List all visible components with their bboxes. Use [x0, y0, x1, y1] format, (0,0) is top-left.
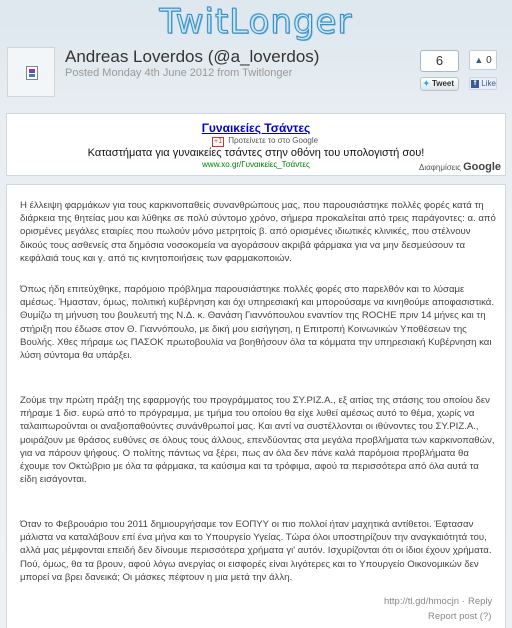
ads-by-google[interactable] [419, 161, 501, 173]
facebook-like-button[interactable] [469, 77, 497, 90]
facebook-like-count [469, 50, 497, 70]
post-body [6, 184, 506, 628]
tweet-button-label: Tweet [431, 79, 455, 88]
tweet-count: 6 [420, 50, 459, 72]
avatar-image-icon [26, 66, 38, 80]
site-logo[interactable]: TwitLonger [159, 2, 353, 42]
facebook-like-count-value: 0 [486, 55, 492, 66]
post-paragraph: Όταν το Φεβρουάριο του 2011 δημιουργήσαμε τον ΕΟΠΥΥ οι πιο πολλοί ήταν μαχητικά αντίθετοι. Έφτασαν μάλιστα να καταλάβουν επί ένα μήνα και το Υπουργείο Υγείας. Τώρα όλοι υποστηρίζουν την αναγκαιότητά του, αλλά μας μέμφονται επειδή δεν δίνουμε περισσότερα χρήματα γι' αυτόν. Ισχυρίζονται ότι οι ίδιοι έχουν χρήματα. Πού, όμως, θα τα βρουν, αφού λόγω ανεργίας οι εισφορές είναι λιγότερες και το Υπουργείο Οικονομικών δεν μπορεί να βρει δανεικά; Οι μάσκες πέφτουν η μια μετά την άλλη. [20, 519, 492, 583]
link-separator: · [461, 596, 465, 607]
facebook-icon: f [471, 80, 479, 88]
ad-gplus-text: Προτείνετε το στο Google [228, 136, 319, 145]
ad-gplus-recommend[interactable] [212, 136, 318, 147]
facebook-like-label: Like [481, 79, 496, 88]
ads-by-label: Διαφημίσεις [418, 163, 461, 172]
tweet-button[interactable] [420, 77, 459, 91]
reply-link[interactable]: Reply [468, 596, 493, 607]
short-link-url[interactable]: http://tl.gd/hmocjn [384, 596, 459, 607]
short-link[interactable] [384, 596, 465, 607]
thumbs-up-icon: ▲ [474, 55, 484, 65]
report-post-link[interactable]: Report post (?) [428, 611, 492, 622]
google-plus-icon: +1 [214, 138, 222, 145]
author-name[interactable]: Andreas Loverdos (@a_loverdos) [65, 47, 320, 66]
post-paragraph: Όπως ήδη επιτεύχθηκε, παρόμοιο πρόβλημα παρουσιάστηκε πολλές φορές στο παρελθόν και το λύσαμε αμέσως. Ήμασταν, όμως, πολιτική κυβέρνηση και όχι υπηρεσιακή και μπορούσαμε να κινηθούμε αποφασιστικά. Θυμίζω τη μήνυση του βουλευτή της Ν.Δ. κ. Θανάση Γιαννόπουλου εναντίον της ROCHE πριν 14 μήνες και τη στήριξη που έδωσε στον Θ. Γιαννόπουλο, με δική μου εισήγηση, η Επιτροπή Κοινωνικών Υποθέσεων της Βουλής. Χθες πήραμε ως ΠΑΣΟΚ πρωτοβουλία να βοηθήσουν όλα τα κόμματα την υπηρεσιακή Κυβέρνηση και λύση σύντομα θα υπάρξει. [20, 284, 495, 362]
ad-banner [6, 113, 506, 176]
twitter-bird-icon: ✦ [423, 79, 430, 88]
ad-description: Καταστήματα για γυναικείες τσάντες στην οθόνη του υπολογιστή σου! [87, 147, 425, 159]
post-paragraph: Η έλλειψη φαρμάκων για τους καρκινοπαθείς συνανθρώπους μας, που παρουσιάστηκε πολλές φορές κατά τη διάρκεια της θητείας μου και λύθηκε σε πολύ σύντομο χρόνο, σήμερα προκαλείται από τρεις παράγοντες: α. από ορισμένες μεγάλες εταιρίες που πωλούν μόνο μετρητοίς β. από ορισμένες ιδιωτικές κλινικές, που στέλνουν δικούς τους ασθενείς στα δημόσια νοσοκομεία να αγοράσουν ακριβά φάρμακα για να μην δεσμεύσουν τα κεφάλαιά τους και γ. από τις κινητοποιήσεις των φαρμακοποιών. [20, 200, 496, 264]
posted-info: Posted Monday 4th June 2012 from Twitlonger [65, 67, 293, 79]
avatar[interactable] [7, 47, 55, 97]
post-paragraph: Ζούμε την πρώτη πράξη της εφαρμογής του προγράμματος του ΣΥ.ΡΙΖ.Α., εξ αιτίας της στάσης του οποίου δεν πήραμε 1 δισ. ευρώ από το πρόγραμμα, με τμήμα του οποίου θα είχε λυθεί αμέσως αυτό το θέμα, χωρίς να ταλαιπωρούνται οι αναξιοπαθούντες συνάνθρωποί μας. Και αντί να συστέλλονται οι ιθύνοντες του ΣΥ.ΡΙΖ.Α., μοιράζουν με θράσος ευθύνες σε όλους τους άλλους, επενδύοντας στα μεγάλα προβλήματα των καρκινοπαθών, για να πάρουν ψήφους. Ο πολίτης πάντως να ξέρει, πως αν όλα δεν πάνε καλά παρόμοια προβλήματα θα έχουμε τον Οκτώβριο με όλα τα φάρμακα, τα καύσιμα και τα τρόφιμα, αφού τα περισσότερα από όλα αυτά τα είδη εισάγονται. [20, 395, 495, 486]
ad-title-link[interactable]: Γυναικείες Τσάντες [201, 121, 311, 135]
google-logo: Google [463, 161, 501, 173]
ad-url-link[interactable]: www.xo.gr/Γυναικείες_Τσάντες [202, 160, 310, 169]
